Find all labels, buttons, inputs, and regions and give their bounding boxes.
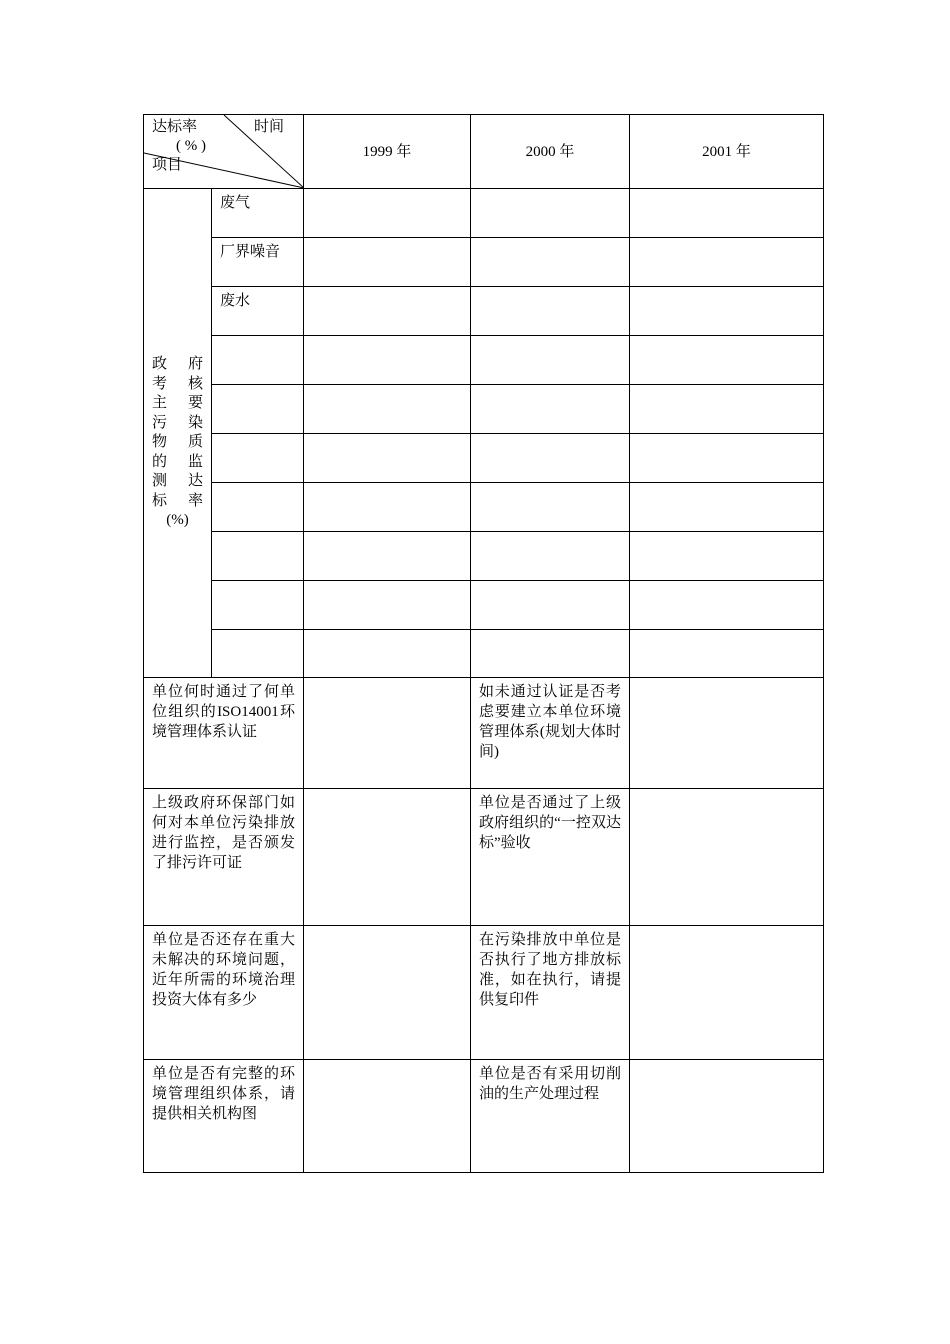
value-cell-2001[interactable] <box>630 189 824 238</box>
value-cell-2001[interactable] <box>630 483 824 532</box>
question-right: 如未通过认证是否考虑要建立本单位环境管理体系(规划大体时间) <box>471 678 630 789</box>
question-row <box>144 1060 824 1173</box>
value-cell-1999[interactable] <box>304 287 471 336</box>
value-cell-1999[interactable] <box>304 483 471 532</box>
question-right: 在污染排放中单位是否执行了地方排放标准，如在执行，请提供复印件 <box>471 926 630 1060</box>
value-cell-1999[interactable] <box>304 336 471 385</box>
question-left: 单位是否还存在重大未解决的环境问题，近年所需的环境治理投资大体有多少 <box>144 926 304 1060</box>
pollutant-label: 废气 <box>212 189 304 238</box>
value-cell-2001[interactable] <box>630 532 824 581</box>
value-cell-2001[interactable] <box>630 287 824 336</box>
header-rate-label: 达标率 <box>152 119 198 135</box>
pollutant-label: 废水 <box>212 287 304 336</box>
question-row <box>144 789 824 926</box>
answer-right-cell[interactable] <box>630 678 824 789</box>
diagonal-header-cell <box>144 115 304 189</box>
monitoring-row <box>144 630 824 678</box>
monitoring-row <box>144 483 824 532</box>
question-right: 单位是否有采用切削油的生产处理过程 <box>471 1060 630 1173</box>
pollutant-label[interactable] <box>212 336 304 385</box>
answer-left-cell[interactable] <box>304 789 471 926</box>
pollutant-label[interactable] <box>212 483 304 532</box>
value-cell-2001[interactable] <box>630 630 824 678</box>
value-cell-2001[interactable] <box>630 238 824 287</box>
value-cell-1999[interactable] <box>304 532 471 581</box>
environmental-survey-table <box>143 114 824 1173</box>
value-cell-2001[interactable] <box>630 336 824 385</box>
pollutant-label[interactable] <box>212 434 304 483</box>
value-cell-1999[interactable] <box>304 630 471 678</box>
answer-left-cell[interactable] <box>304 678 471 789</box>
value-cell-2000[interactable] <box>471 336 630 385</box>
value-cell-1999[interactable] <box>304 238 471 287</box>
pollutant-label: 厂界噪音 <box>212 238 304 287</box>
pollutant-label[interactable] <box>212 630 304 678</box>
answer-right-cell[interactable] <box>630 789 824 926</box>
pollutant-label[interactable] <box>212 385 304 434</box>
value-cell-1999[interactable] <box>304 385 471 434</box>
value-cell-2000[interactable] <box>471 434 630 483</box>
header-row <box>144 115 824 189</box>
question-row <box>144 926 824 1060</box>
value-cell-2000[interactable] <box>471 287 630 336</box>
value-cell-2000[interactable] <box>471 238 630 287</box>
value-cell-2000[interactable] <box>471 532 630 581</box>
monitoring-row <box>144 581 824 630</box>
value-cell-1999[interactable] <box>304 434 471 483</box>
answer-right-cell[interactable] <box>630 1060 824 1173</box>
header-percent-label: ( % ) <box>176 138 206 154</box>
value-cell-1999[interactable] <box>304 189 471 238</box>
value-cell-1999[interactable] <box>304 581 471 630</box>
year-2000-header: 2000 年 <box>471 115 630 189</box>
monitoring-row <box>144 336 824 385</box>
question-left: 上级政府环保部门如何对本单位污染排放进行监控，是否颁发了排污许可证 <box>144 789 304 926</box>
value-cell-2001[interactable] <box>630 581 824 630</box>
value-cell-2001[interactable] <box>630 385 824 434</box>
value-cell-2000[interactable] <box>471 385 630 434</box>
question-right: 单位是否通过了上级政府组织的“一控双达标”验收 <box>471 789 630 926</box>
answer-right-cell[interactable] <box>630 926 824 1060</box>
value-cell-2000[interactable] <box>471 189 630 238</box>
year-1999-header: 1999 年 <box>304 115 471 189</box>
monitoring-row <box>144 532 824 581</box>
value-cell-2001[interactable] <box>630 434 824 483</box>
year-2001-header: 2001 年 <box>630 115 824 189</box>
monitoring-row <box>144 434 824 483</box>
monitoring-side-label-cell <box>144 189 212 678</box>
question-row <box>144 678 824 789</box>
header-time-label: 时间 <box>254 119 285 135</box>
value-cell-2000[interactable] <box>471 581 630 630</box>
monitoring-side-label: 政 府 考 核 主 要 污 染 物 质 的 监 测 达 标 率 (%) <box>152 356 203 529</box>
answer-left-cell[interactable] <box>304 1060 471 1173</box>
question-left: 单位何时通过了何单位组织的ISO14001环境管理体系认证 <box>144 678 304 789</box>
value-cell-2000[interactable] <box>471 483 630 532</box>
question-left: 单位是否有完整的环境管理组织体系，请提供相关机构图 <box>144 1060 304 1173</box>
header-item-label: 项目 <box>152 157 183 173</box>
monitoring-row <box>144 189 824 238</box>
pollutant-label[interactable] <box>212 581 304 630</box>
pollutant-label[interactable] <box>212 532 304 581</box>
monitoring-row <box>144 287 824 336</box>
answer-left-cell[interactable] <box>304 926 471 1060</box>
monitoring-row <box>144 385 824 434</box>
value-cell-2000[interactable] <box>471 630 630 678</box>
monitoring-row <box>144 238 824 287</box>
